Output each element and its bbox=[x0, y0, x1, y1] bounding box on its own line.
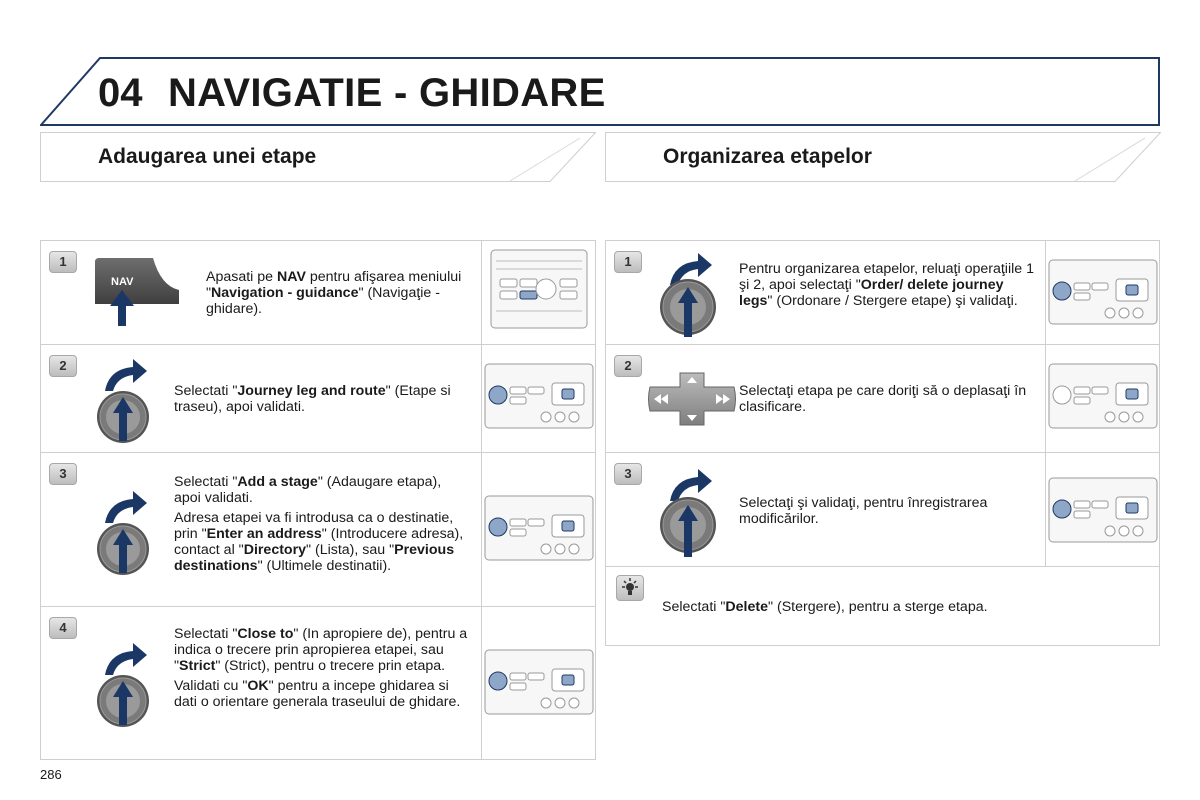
text-run: Selectaţi şi validaţi, pentru înregistrarea modificărilor. bbox=[739, 495, 988, 527]
front-panel-thumbnail bbox=[1048, 363, 1158, 429]
right-step-3 bbox=[605, 452, 1160, 566]
paragraph bbox=[739, 495, 1039, 527]
step-badge: 4 bbox=[49, 617, 77, 639]
paragraph bbox=[174, 474, 464, 506]
paragraph bbox=[174, 510, 464, 574]
paragraph bbox=[739, 383, 1029, 415]
left-step-1 bbox=[40, 240, 596, 344]
left-step-2 bbox=[40, 344, 596, 452]
bold-term: NAV bbox=[277, 269, 306, 285]
step-text bbox=[739, 261, 1039, 313]
paragraph bbox=[174, 383, 474, 415]
step-badge: 1 bbox=[49, 251, 77, 273]
step-badge: 1 bbox=[614, 251, 642, 273]
nav-button-icon bbox=[91, 256, 191, 336]
front-panel-thumbnail bbox=[484, 495, 594, 561]
front-panel-thumbnail bbox=[484, 649, 594, 715]
step-text bbox=[206, 269, 468, 321]
front-panel-thumbnail bbox=[484, 363, 594, 429]
rotary-knob-icon bbox=[656, 245, 736, 341]
bold-term: OK bbox=[247, 678, 269, 694]
text-run: Selectati " bbox=[662, 599, 726, 615]
front-panel-thumbnail bbox=[1048, 477, 1158, 543]
thumb-cell bbox=[481, 453, 595, 606]
step-text bbox=[739, 383, 1029, 419]
section-title-right: Organizarea etapelor bbox=[663, 145, 872, 168]
text-run: Validati cu " bbox=[174, 678, 248, 694]
page-number: 286 bbox=[40, 767, 62, 782]
rotary-knob-icon bbox=[91, 351, 171, 447]
thumb-cell bbox=[481, 241, 595, 344]
tip-box bbox=[605, 566, 1160, 646]
step-badge: 3 bbox=[614, 463, 642, 485]
section-header-right bbox=[605, 132, 1161, 182]
paragraph bbox=[174, 626, 469, 674]
front-panel-thumbnail bbox=[490, 249, 588, 329]
bold-term: Order/ delete journey legs bbox=[739, 277, 1004, 309]
step-text bbox=[174, 474, 464, 578]
dpad-icon bbox=[646, 371, 738, 427]
section-header-left bbox=[40, 132, 596, 182]
text-run: Adresa etapei va fi introdusa ca o destinatie, prin " bbox=[174, 510, 454, 542]
text-run: " (Ultimele destinatii). bbox=[257, 558, 392, 574]
tip-text bbox=[662, 599, 988, 615]
text-run: Selectaţi etapa pe care doriţi să o deplasaţi în clasificare. bbox=[739, 383, 1027, 415]
text-run: " pentru a incepe ghidarea si dati o orientare generala traseului de ghidare. bbox=[174, 678, 461, 710]
right-step-2 bbox=[605, 344, 1160, 452]
text-run: " (Strict), pentru o trecere prin etapa. bbox=[215, 658, 446, 674]
lightbulb-icon bbox=[616, 575, 644, 601]
text-run: Apasati pe bbox=[206, 269, 277, 285]
bold-term: Navigation - guidance bbox=[211, 285, 359, 301]
text-run: " (Stergere), pentru a sterge etapa. bbox=[768, 599, 988, 615]
thumb-cell bbox=[481, 345, 595, 452]
rotary-knob-icon bbox=[91, 635, 171, 731]
bold-term: Strict bbox=[179, 658, 216, 674]
bold-term: Previous destinations bbox=[174, 542, 455, 574]
left-step-3 bbox=[40, 452, 596, 606]
step-badge: 2 bbox=[49, 355, 77, 377]
thumb-cell bbox=[1045, 453, 1159, 566]
text-run: Selectati " bbox=[174, 626, 238, 642]
right-step-1 bbox=[605, 240, 1160, 344]
step-badge: 2 bbox=[614, 355, 642, 377]
text-run: " (Navigaţie - ghidare). bbox=[206, 285, 440, 317]
text-run: Selectati " bbox=[174, 383, 238, 399]
paragraph bbox=[174, 678, 469, 710]
bold-term: Directory bbox=[243, 542, 307, 558]
text-run: " (In apropiere de), pentru a indica o trecere prin apropierea etapei, sau " bbox=[174, 626, 468, 674]
paragraph bbox=[739, 261, 1039, 309]
thumb-cell bbox=[1045, 241, 1159, 344]
left-step-4 bbox=[40, 606, 596, 760]
step-text bbox=[174, 626, 469, 714]
step-text bbox=[739, 495, 1039, 531]
bold-term: Journey leg and route bbox=[237, 383, 386, 399]
rotary-knob-icon bbox=[91, 483, 171, 579]
text-run: " (Ordonare / Stergere etape) şi validaţi. bbox=[767, 293, 1018, 309]
chapter-title: NAVIGATIE - GHIDARE bbox=[168, 71, 606, 115]
text-run: " (Lista), sau " bbox=[306, 542, 395, 558]
svg-text:NAV: NAV bbox=[111, 276, 134, 288]
text-run: " (Adaugare etapa), apoi validati. bbox=[174, 474, 442, 506]
text-run: " (Etape si traseu), apoi validati. bbox=[174, 383, 451, 415]
text-run: Pentru organizarea etapelor, reluaţi operaţiile 1 şi 2, apoi selectaţi " bbox=[739, 261, 1034, 293]
text-run: " (Introducere adresa), contact al " bbox=[174, 526, 464, 558]
section-title-left: Adaugarea unei etape bbox=[98, 145, 317, 168]
thumb-cell bbox=[481, 607, 595, 759]
text-run: Selectati " bbox=[174, 474, 238, 490]
chapter-number: 04 bbox=[98, 71, 143, 115]
bold-term: Add a stage bbox=[237, 474, 318, 490]
step-text bbox=[174, 383, 474, 419]
bold-term: Delete bbox=[725, 599, 768, 615]
step-badge: 3 bbox=[49, 463, 77, 485]
rotary-knob-icon bbox=[656, 461, 736, 561]
bold-term: Enter an address bbox=[206, 526, 322, 542]
bold-term: Close to bbox=[237, 626, 294, 642]
chapter-header bbox=[40, 57, 1160, 127]
text-run: pentru afişarea meniului " bbox=[206, 269, 462, 301]
paragraph bbox=[206, 269, 468, 317]
thumb-cell bbox=[1045, 345, 1159, 452]
front-panel-thumbnail bbox=[1048, 259, 1158, 325]
